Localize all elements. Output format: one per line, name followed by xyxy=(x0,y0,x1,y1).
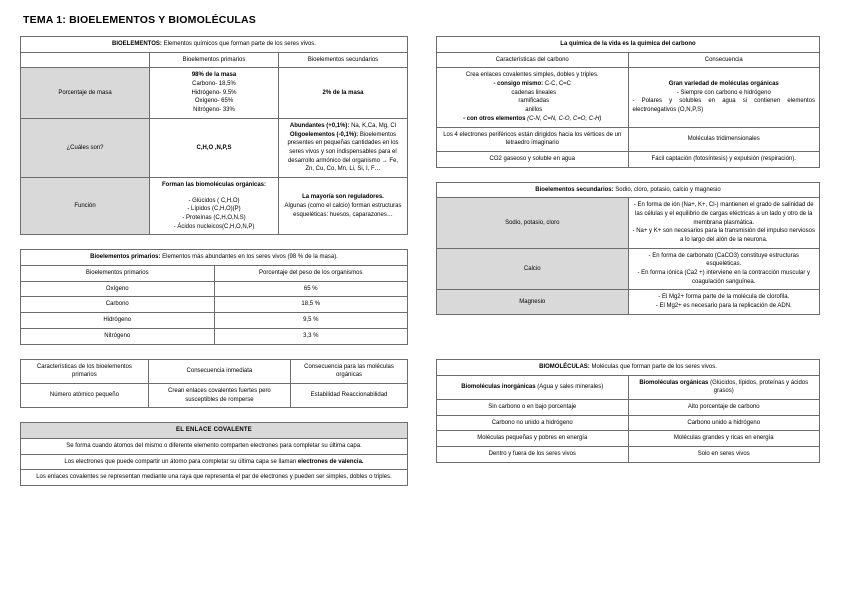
cell-organicas-hidrogeno: Carbono unido a hidrógeno xyxy=(628,415,820,431)
carbono-item-cadenas-lineales: cadenas lineales xyxy=(511,89,557,96)
cell-funcion-primarios xyxy=(150,177,279,234)
table-row xyxy=(437,431,820,447)
cell-inorganicas-hidrogeno: Carbono no unido a hidrógeno xyxy=(437,415,629,431)
column-header-percent: Porcentaje del peso de los organismos xyxy=(214,266,408,282)
cell-calcio-descripcion xyxy=(628,248,820,290)
cell-element-hidrogeno: Hidrógeno xyxy=(21,313,215,329)
caracteristicas-table xyxy=(20,359,408,409)
row-label-cuales-son: ¿Cuáles son? xyxy=(21,118,150,177)
porcentaje-item-hidrogeno: Hidrógeno- 9,5% xyxy=(191,89,237,96)
enlace-covalente-title-row xyxy=(21,423,408,439)
cell-electrones-perifericos: Los 4 electrones periféricos están dirigidos hacia los vértices de un tetraedro imaginario xyxy=(437,127,629,151)
secundarios-band-cell xyxy=(437,182,820,198)
table-row-sodio xyxy=(437,198,820,248)
table-row xyxy=(21,470,408,486)
cell-funcion-secundarios xyxy=(279,177,408,234)
magnesio-item-1: - El Mg2+ forma parte de la molécula de clorofila. xyxy=(658,294,790,301)
left-column xyxy=(20,36,408,500)
table-row-magnesio xyxy=(437,290,820,314)
row-label-porcentaje: Porcentaje de masa xyxy=(21,68,150,118)
column-header-primarios: Bioelementos primarios xyxy=(150,52,279,68)
carbono-item-consigo-mismo xyxy=(441,80,624,89)
row-label-sodio-potasio-cloro: Sodio, potasio, cloro xyxy=(437,198,629,248)
bioelementos-band-text: Elementos químicos que forman parte de los seres vivos. xyxy=(161,41,316,47)
table-row xyxy=(437,68,820,127)
organicas-label: Biomoléculas orgánicas xyxy=(639,379,709,386)
column-header-consecuencia-organicas: Consecuencia para las moléculas orgánicas xyxy=(291,359,408,383)
cell-estabilidad: Estabilidad Reaccionabilidad xyxy=(291,383,408,407)
cuales-primarios-value: C,H,O ,N,P,S xyxy=(196,144,232,151)
cell-carbono-enlaces xyxy=(437,68,629,127)
table-row xyxy=(437,399,820,415)
bioelementos-table xyxy=(20,36,408,235)
abundantes-text: Na, K,Ca, Mg, Cl xyxy=(349,122,397,129)
sodio-item-1: - En forma de ión (Na+, K+, Cl-) mantienen el grado de salinidad de las células y el equilibrio de cargas eléctricas a un lado y otro de la membrana plasmática. xyxy=(633,202,814,226)
cell-percent-hidrogeno: 9,5 % xyxy=(214,313,408,329)
cell-percent-nitrogeno: 3,3 % xyxy=(214,328,408,344)
table-row xyxy=(21,281,408,297)
table-row xyxy=(21,328,408,344)
column-header-corner xyxy=(21,52,150,68)
cell-element-oxigeno: Oxígeno xyxy=(21,281,215,297)
cell-magnesio-descripcion xyxy=(628,290,820,314)
table-row xyxy=(21,313,408,329)
bioelementos-band-cell xyxy=(21,37,408,53)
cell-porcentaje-primarios xyxy=(150,68,279,118)
funcion-primarios-title: Forman las biomoléculas orgánicas: xyxy=(161,181,267,188)
enlace-covalente-table xyxy=(20,422,408,486)
cell-enlaces-covalentes: Crean enlaces covalentes fuertes pero susceptibles de romperse xyxy=(148,383,290,407)
funcion-secundarios-title: La mayoría son reguladores. xyxy=(302,194,384,201)
oligoelementos-text: Bioelementos presentes en pequeñas cantidades en los seres vivos y son indispensables para el desarrollo armónico del organismo → Fe, Zn, Cu, Co, Mn, Li, Si, I, F… xyxy=(287,131,399,173)
cell-facil-captacion: Fácil captación (fotosíntesis) y expulsión (respiración). xyxy=(628,151,820,167)
cell-enlace-definicion xyxy=(21,438,408,454)
oligo-line xyxy=(283,131,403,174)
column-header-inorganicas xyxy=(437,375,629,399)
cell-numero-atomico: Número atómico pequeño xyxy=(21,383,149,407)
table-band-row xyxy=(21,37,408,53)
cell-percent-carbono: 18,5 % xyxy=(214,297,408,313)
funcion-item-glucidos: - Glúcidos ( C,H,O) xyxy=(188,197,240,204)
primarios-header-row xyxy=(21,266,408,282)
caracteristicas-header-row xyxy=(21,359,408,383)
row-label-magnesio: Magnesio xyxy=(437,290,629,314)
right-column xyxy=(436,36,820,477)
carbono-item-otros-elementos xyxy=(441,115,624,124)
bioelementos-band-label: BIOELEMENTOS: xyxy=(112,41,162,47)
funcion-secundarios-text: Algunas (como el calcio) forman estructuras esqueléticas: huesos, caparazones… xyxy=(284,202,402,218)
carbono-table xyxy=(436,36,820,168)
cell-percent-oxigeno: 65 % xyxy=(214,281,408,297)
cell-inorganicas-energia: Moléculas pequeñas y pobres en energía xyxy=(437,431,629,447)
secundarios-band-text: Sodio, cloro, potasio, calcio y magnesio xyxy=(613,186,721,193)
biomoleculas-band-row xyxy=(437,359,820,375)
cell-representacion-enlaces xyxy=(21,470,408,486)
secundarios-table xyxy=(436,182,820,315)
oligoelementos-label: Oligoelementos (-0,1%): xyxy=(289,131,359,138)
table-row-calcio xyxy=(437,248,820,290)
cell-inorganicas-carbono: Sin carbono o en bajo porcentaje xyxy=(437,399,629,415)
table-row xyxy=(437,415,820,431)
table-header-row xyxy=(21,52,408,68)
carbono-intro: Crea enlaces covalentes simples, dobles y triples. xyxy=(465,72,599,79)
column-header-caracteristicas-carbono: Características del carbono xyxy=(437,52,629,68)
electrones-valencia-pre: Los electrones que puede compartir un átomo para completar su última capa se llaman xyxy=(64,458,298,465)
carbono-band-label: La química de la vida es la química del carbono xyxy=(560,41,696,47)
consecuencia-item-polares: - Polares y solubles en agua si contienen elementos electronegativos (O,N,P,S) xyxy=(632,98,815,114)
sodio-item-2: - Na+ y K+ son necesarios para la transmisión del impulso nerviosos a lo largo del alón de la neurona. xyxy=(632,228,815,243)
cell-element-nitrogeno: Nitrógeno xyxy=(21,328,215,344)
primarios-band-cell xyxy=(21,250,408,266)
porcentaje-item-oxigeno: Oxígeno- 65% xyxy=(194,98,234,105)
cell-porcentaje-secundarios xyxy=(279,68,408,118)
funcion-item-lipidos: - Lípidos (C,H,O)(P) xyxy=(187,206,241,213)
cell-sodio-descripcion xyxy=(628,198,820,248)
porcentaje-primarios-title: 98% de la masa xyxy=(191,72,237,79)
table-row xyxy=(437,446,820,462)
carbono-item-anillos: anillos xyxy=(525,107,543,114)
calcio-item-2: - En forma iónica (Ca2 +) interviene en la contracción muscular y coagulación sanguínea. xyxy=(637,270,811,285)
gran-variedad-label: Gran variedad de moléculas orgánicas xyxy=(668,81,779,88)
consecuencia-variedad-title xyxy=(633,80,816,89)
column-header-element: Bioelementos primarios xyxy=(21,266,215,282)
table-row xyxy=(437,127,820,151)
primarios-percent-table xyxy=(20,249,408,344)
table-row xyxy=(21,454,408,470)
carbono-item-ramificadas: ramificadas xyxy=(518,98,550,105)
otros-elementos-text: (C-N, C=N, C-O, C=O, C-H) xyxy=(525,115,602,122)
cell-element-carbono: Carbono xyxy=(21,297,215,313)
table-row-porcentaje xyxy=(21,68,408,118)
electrones-valencia-bold: electrones de valencia. xyxy=(297,458,364,465)
cell-co2-gaseoso: CO2 gaseoso y soluble en agua xyxy=(437,151,629,167)
column-header-secundarios: Bioelementos secundarios xyxy=(279,52,408,68)
primarios-band-text: Elementos más abundantes en los seres vivos (98 % de la masa). xyxy=(160,254,338,261)
biomoleculas-band-text: Moléculas que forman parte de los seres vivos. xyxy=(589,363,717,370)
column-header-consecuencia: Consecuencia xyxy=(628,52,820,68)
table-row xyxy=(21,383,408,407)
two-column-layout xyxy=(20,36,828,500)
magnesio-item-2: - El Mg2+ es necesario para la replicación de ADN. xyxy=(655,303,792,310)
secundarios-band-label: Bioelementos secundarios: xyxy=(535,186,614,193)
representacion-enlaces-text: Los enlaces covalentes se representan mediante una raya que representa el par de electrones y pueden ser simples, dobles o triples. xyxy=(36,474,392,481)
cell-moleculas-tridimensionales: Moléculas tridimensionales xyxy=(628,127,820,151)
cell-cuales-primarios xyxy=(150,118,279,177)
porcentaje-item-nitrogeno: Nitrógeno- 33% xyxy=(193,107,235,114)
porcentaje-secundarios-value: 2% de la masa xyxy=(322,89,364,96)
primarios-band-row xyxy=(21,250,408,266)
cell-electrones-valencia xyxy=(21,454,408,470)
carbono-header-row xyxy=(437,52,820,68)
column-header-organicas xyxy=(628,375,820,399)
cell-organicas-ubicacion: Solo en seres vivos xyxy=(628,446,820,462)
consigo-mismo-text: C-C, C=C xyxy=(543,81,571,88)
consecuencia-item-siempre-carbono: - Siempre con carbono e hidrógeno xyxy=(676,89,771,96)
inorganicas-label: Biomoléculas inorgánicas xyxy=(461,383,536,390)
enlace-definicion-text: Se forma cuando átomos del mismo o diferente elemento comparten electrones para completar su última capa. xyxy=(66,442,362,449)
cell-cuales-secundarios xyxy=(279,118,408,177)
funcion-item-acidos-nucleicos: - Ácidos nucleicos(C,H,O,N,P) xyxy=(173,223,255,230)
otros-elementos-label: - con otros elementos xyxy=(463,115,526,122)
cell-inorganicas-ubicacion: Dentro y fuera de los seres vivos xyxy=(437,446,629,462)
cell-organicas-energia: Moléculas grandes y ricas en energía xyxy=(628,431,820,447)
column-header-caracteristicas: Características de los bioelementos primarios xyxy=(21,359,149,383)
consigo-mismo-label: - consigo mismo: xyxy=(493,81,544,88)
calcio-item-1: - En forma de carbonato (CaCO3) constituye estructuras esqueléticas. xyxy=(648,252,799,268)
abundantes-label: Abundantes (+0,1%): xyxy=(289,122,350,129)
table-row xyxy=(21,297,408,313)
row-label-funcion: Función xyxy=(21,177,150,234)
table-row xyxy=(21,438,408,454)
column-header-consecuencia-inmediata: Consecuencia inmediata xyxy=(148,359,290,383)
biomoleculas-band-cell xyxy=(437,359,820,375)
page-title: TEMA 1: BIOELEMENTOS Y BIOMOLÉCULAS xyxy=(23,14,256,26)
inorganicas-text: (Agua y sales minerales) xyxy=(535,383,604,390)
abundantes-line xyxy=(283,122,403,131)
cell-organicas-carbono: Alto porcentaje de carbono xyxy=(628,399,820,415)
porcentaje-item-carbono: Carbono- 18,5% xyxy=(192,81,236,88)
biomoleculas-header-row xyxy=(437,375,820,399)
carbono-band-cell xyxy=(437,37,820,53)
row-label-calcio: Calcio xyxy=(437,248,629,290)
table-row xyxy=(437,151,820,167)
funcion-item-proteinas: - Proteínas (C,H,O,N,S) xyxy=(182,215,246,221)
biomoleculas-table xyxy=(436,359,820,463)
cell-consecuencia-variedad xyxy=(628,68,820,127)
table-row-cuales-son xyxy=(21,118,408,177)
biomoleculas-band-label: BIOMOLÉCULAS: xyxy=(539,363,590,370)
organicas-text: (Glúcidos, lípidos, proteínas y ácidos grasos) xyxy=(708,379,809,395)
carbono-band-row xyxy=(437,37,820,53)
primarios-band-label: Bioelementos primarios: xyxy=(90,254,161,261)
enlace-covalente-title: EL ENLACE COVALENTE xyxy=(21,423,408,439)
secundarios-band-row xyxy=(437,182,820,198)
table-row-funcion xyxy=(21,177,408,234)
